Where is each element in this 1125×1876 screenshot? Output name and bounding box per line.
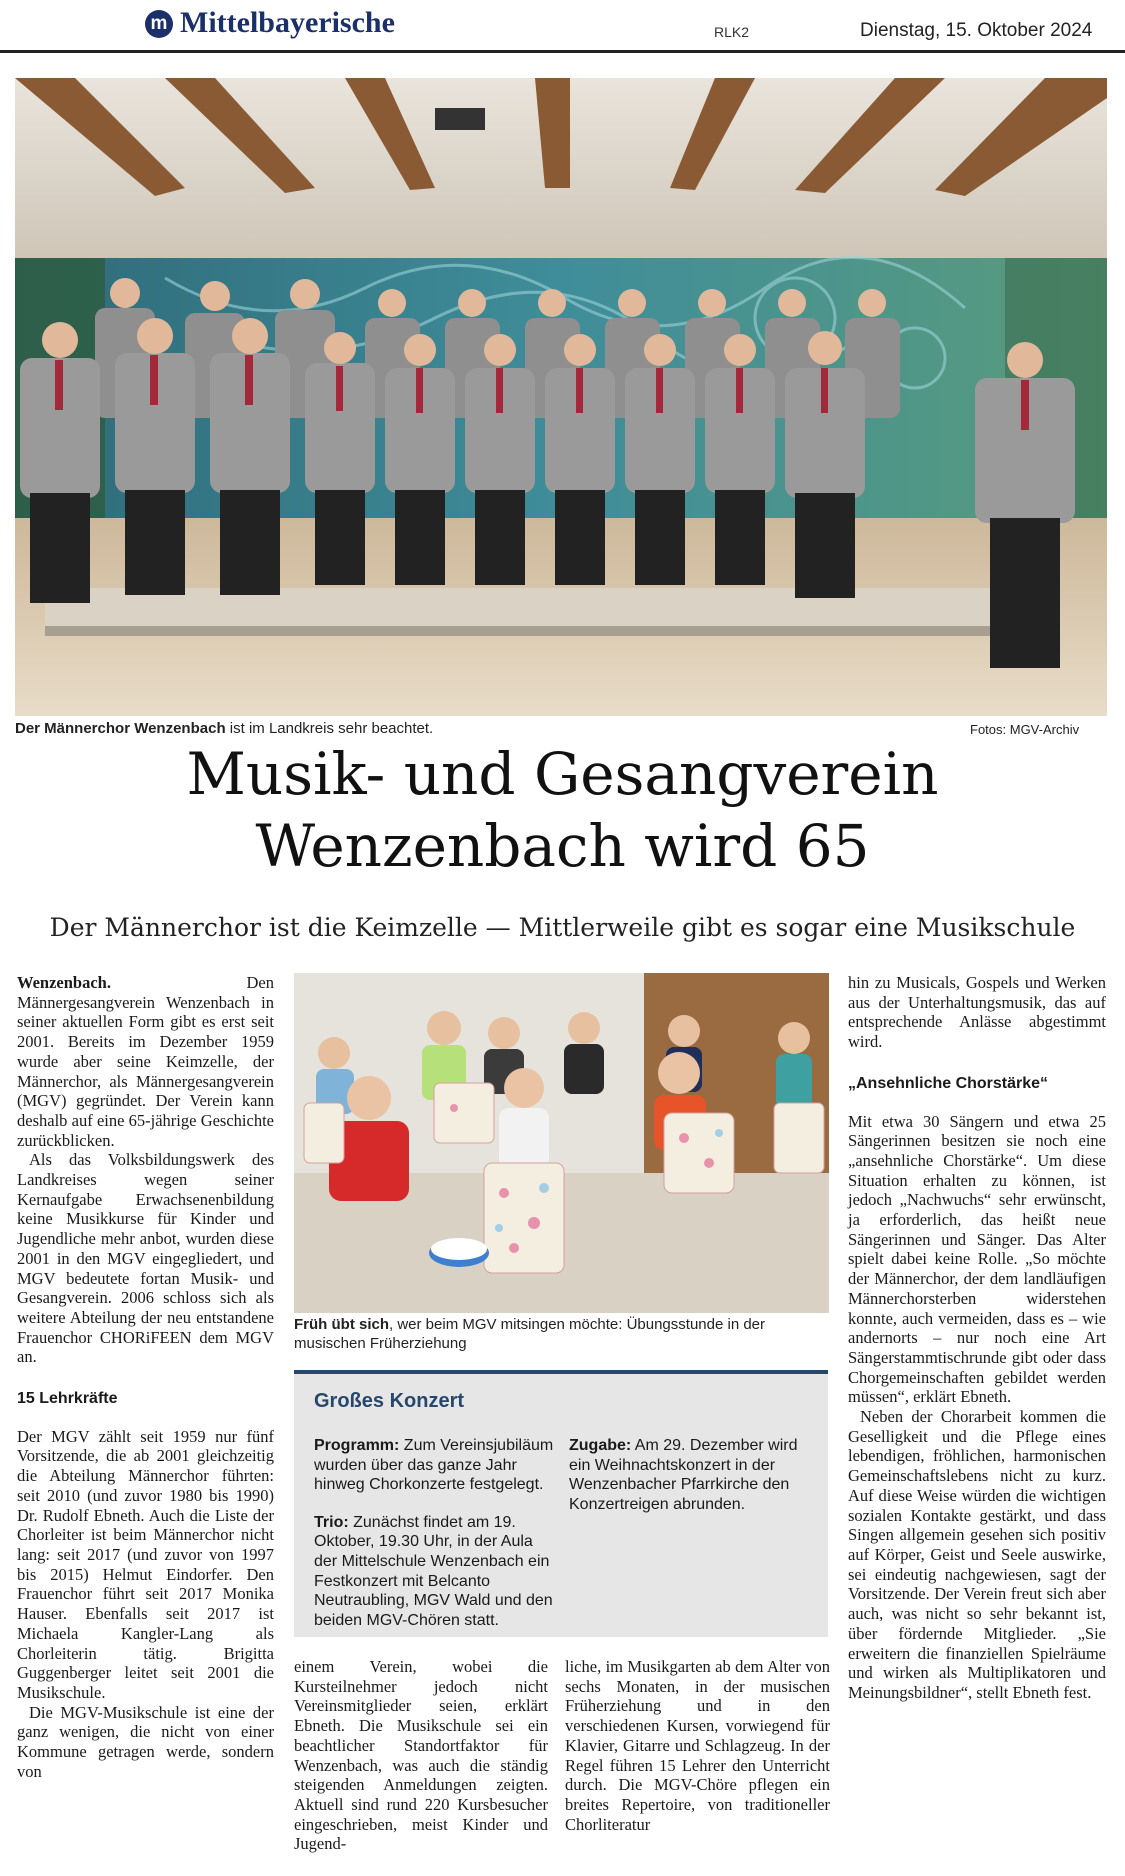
caption-bold: Früh übt sich — [294, 1316, 389, 1333]
choir-photo — [15, 78, 1107, 716]
headline — [40, 738, 1085, 882]
info-text: Zunächst findet am 19. Oktober, 19.30 Uhr, in der Aula der Mittelschule Wenzenbach ein Festkonzert mit Belcanto Neutraubling, MGV Wald und den beiden MGV-Chören statt. — [314, 1513, 553, 1629]
edition-code: RLK2 — [714, 24, 750, 40]
concert-info-box — [294, 1370, 828, 1637]
paragraph: Mit etwa 30 Sängern und etwa 25 Sängerinnen besitzen sie noch eine „ansehnliche Chorstärke“. Um diese Situation erhalten zu können, ist jedoch „Nachwuchs“ sehr erwünscht, ja erforderlich, das heißt neue Sängerinnen und Sänger. Das Alter spielt dabei keine Rolle. „So möchte der Männerchor, der dem landläufigen Männerchorsterben widerstehen konnte, auch vermeiden, dass es – wie andernorts – nur noch eine Art Sängerstammtischrunde gibt oder dass Chorgemeinschaften gebildet werden müssen“, erklärt Ebneth. — [848, 1111, 1106, 1407]
article-column-4 — [848, 973, 1106, 1703]
paragraph: Der MGV zählt seit 1959 nur fünf Vorsitzende, die ab 2001 gleichzeitig die Abteilung Männerchor führten: seit 2010 (und zuvor 1980 bis 1990) Dr. Rudolf Ebneth. Auch die Liste der Chorleiter ist beim Männerchor nicht lang: seit 2017 (und zuvor von 1997 bis 2015) Helmut Eindorfer. Den Frauenchor führt seit 2017 Monika Hauser. Ebenfalls seit 2017 ist Michaela Kangler-Lang als Chorleiterin tätig. Brigitta Guggenberger leitet seit 2001 die Musikschule. — [17, 1426, 274, 1702]
paragraph: hin zu Musicals, Gospels und Werken aus der Unterhaltungsmusik, das auf entsprechende Anlässe abgestimmt wird. — [848, 973, 1106, 1052]
info-label: Programm: — [314, 1437, 400, 1454]
choir-photo-image — [15, 78, 1107, 716]
article-column-2 — [294, 1657, 548, 1854]
paragraph: Neben der Chorarbeit kommen die Geselligkeit und die Pflege eines lebendigen, fröhlichen, harmonischen Gemeinschaftslebens nicht zu kurz. Auf diese Weise würden die wichtigen sozialen Kontakte gestärkt, und dass Singen allgemein gesehen sich positiv auf Körper, Geist und Seele auswirke, sei eindeutig nachgewiesen, sagt der Vorsitzende. Der Verein freut sich aber auch, was nicht so sehr bekannt ist, über fördernde Mitglieder. „Sie erweitern die finanziellen Spielräume und wirken als Multiplikatoren und Meinungsbildner“, stellt Ebneth fest. — [848, 1407, 1106, 1702]
paragraph: liche, im Musikgarten ab dem Alter von sechs Monaten, in der musischen Früherziehung und in den verschiedenen Kursen, vorwiegend für Klavier, Gitarre und Schlagzeug. In der Regel führen 15 Lehrer den Unterricht durch. Die MGV-Chöre pflegen ein breites Repertoire, von traditioneller Chorliteratur — [565, 1657, 830, 1834]
article-column-3 — [565, 1657, 830, 1834]
choir-photo-caption — [15, 720, 815, 737]
section-heading: 15 Lehrkräfte — [17, 1390, 118, 1408]
paragraph: Als das Volksbildungswerk des Landkreises wegen seiner Kernaufgabe Erwachsenenbildung keine Musikkurse für Kinder und Jugendliche mehr anbot, wurden diese 2001 in den MGV eingegliedert, und MGV bedeutete fortan Musik- und Gesangverein. 2006 schloss sich als weitere Abteilung der neu entstandene Frauenchor CHORiFEEN dem MGV an. — [17, 1150, 274, 1367]
headline-line-1: Musik- und Gesangverein — [186, 740, 939, 808]
info-box-title: Großes Konzert — [314, 1390, 465, 1412]
caption-text: ist im Landkreis sehr beachtet. — [225, 720, 434, 737]
photo-credit: Fotos: MGV-Archiv — [970, 722, 1080, 737]
info-text: Zum Vereinsjubiläum wurden über das ganze Jahr hinweg Chorkonzerte festgelegt. — [314, 1437, 554, 1494]
headline-line-2: Wenzenbach wird 65 — [255, 812, 870, 880]
section-heading: „Ansehnliche Chorstärke“ — [848, 1074, 1049, 1092]
info-label: Trio: — [314, 1513, 349, 1531]
children-photo — [294, 973, 829, 1313]
issue-date: Dienstag, 15. Oktober 2024 — [860, 20, 1093, 41]
info-label: Zugabe: — [569, 1437, 632, 1454]
subheadline: Der Männerchor ist die Keimzelle — Mittlerweile gibt es sogar eine Musikschule — [49, 913, 1076, 942]
logo-icon: m — [145, 10, 173, 38]
children-photo-image — [294, 973, 829, 1313]
paragraph: Den Männergesangverein Wenzenbach in seiner aktuellen Form gibt es erst seit 2001. Bereits im Dezember 1959 wurde aber seine Keimzelle, der Männerchor, als Männergesangverein (MGV) gegründet. Der Verein kann deshalb auf eine 65-jährige Geschichte zurückblicken. — [17, 973, 274, 1150]
children-photo-caption — [294, 1315, 834, 1353]
caption-text: , wer beim MGV mitsingen möchte: Übungsstunde in der musischen Früherziehung — [294, 1316, 766, 1352]
info-box-column-2 — [569, 1436, 814, 1532]
logo-text: Mittelbayerische — [180, 6, 395, 39]
caption-bold: Der Männerchor Wenzenbach — [15, 720, 226, 737]
info-text: Am 29. Dezember wird ein Weihnachtskonzert in der Wenzenbacher Pfarrkirche den Konzertreigen abrunden. — [569, 1437, 798, 1513]
paragraph: einem Verein, wobei die Kursteilnehmer jedoch nicht Vereinsmitglieder seien, erklärt Ebneth. Die Musikschule sei ein beachtlicher Standortfaktor für Wenzenbach, was auch die ständig steigenden Anmeldungen zeigten. Aktuell sind rund 220 Kursbesucher eingeschrieben, meist Kinder und Jugend- — [294, 1657, 548, 1854]
info-box-column-1 — [314, 1436, 554, 1648]
article-column-1 — [17, 973, 274, 1781]
paragraph: Die MGV-Musikschule ist eine der ganz wenigen, die nicht von einer Kommune getragen werde, sondern von — [17, 1702, 274, 1781]
dateline: Wenzenbach. — [17, 973, 111, 992]
